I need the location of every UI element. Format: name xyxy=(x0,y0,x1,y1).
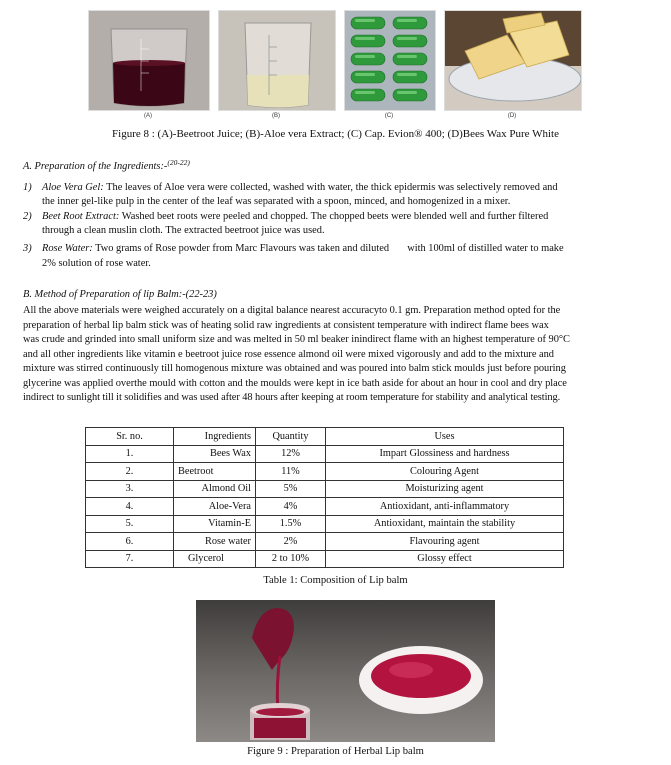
paragraph-line: was crude and grinded into small uniform size and was melted in 50 ml beaker inindirect flame with an highest temperature of 90°C xyxy=(23,334,570,345)
table-cell: 3. xyxy=(86,480,174,498)
table-cell: Flavouring agent xyxy=(326,533,564,551)
aloe-vera-extract-photo xyxy=(218,10,336,111)
table-cell: 1.5% xyxy=(256,515,326,533)
table-cell: 6. xyxy=(86,533,174,551)
paragraph-line: and all other ingredients like vitamin e beetroot juice rose essence almond oil were mixed vigorously and add to the mixture and xyxy=(23,349,554,360)
list-item-number: 2) xyxy=(23,211,32,222)
table-cell: Glycerol xyxy=(174,550,256,568)
figure-8-caption: Figure 8 : (A)-Beetroot Juice; (B)-Aloe vera Extract; (C) Cap. Evion® 400; (D)Bees Wax Pure White xyxy=(112,128,559,140)
table-row xyxy=(86,515,564,533)
table-cell: 7. xyxy=(86,550,174,568)
table-cell: Colouring Agent xyxy=(326,463,564,481)
paragraph-line: glycerine was applied overthe mould with cotton and the moulds were kept in ice bath aside for about an hour in cool and dry place xyxy=(23,378,567,389)
list-item-term: Beet Root Extract: xyxy=(42,211,120,222)
list-item-line: the inner gel-like pulp in the center of the leaf was separated with a spoon, minced, and homogenized in a mixer. xyxy=(42,196,511,207)
figure-8-label-d: (D) xyxy=(507,113,517,119)
table-cell: Moisturizing agent xyxy=(326,480,564,498)
table-cell: Almond Oil xyxy=(174,480,256,498)
table-row xyxy=(86,480,564,498)
list-item-term: Aloe Vera Gel: xyxy=(42,182,104,193)
table-cell: 2% xyxy=(256,533,326,551)
table-cell: Bees Wax xyxy=(174,445,256,463)
table-cell: 2 to 10% xyxy=(256,550,326,568)
figure-8-label-a: (A) xyxy=(144,113,152,119)
list-item-number: 1) xyxy=(23,182,32,193)
table-header-cell: Sr. no. xyxy=(86,428,174,446)
list-item-rose-water: Rose Water: Two grams of Rose powder from Marc Flavours was taken and diluted with 100ml of distilled water to make xyxy=(42,243,564,254)
paragraph-line: All the above materials were weighed accurately on a digital balance nearest accuracyto 0.1 gm. Preparation method opted for the xyxy=(23,305,561,316)
list-item-beet-root: Beet Root Extract: Washed beet roots were peeled and chopped. The chopped beets were blended well and further filtered xyxy=(42,211,549,222)
table-row xyxy=(86,445,564,463)
section-b-heading: B. Method of Preparation of lip Balm:-(22-23) xyxy=(23,289,217,300)
figure-9-caption: Figure 9 : Preparation of Herbal Lip balm xyxy=(247,746,424,757)
list-item-term: Rose Water: xyxy=(42,243,93,254)
table-cell: Antioxidant, maintain the stability xyxy=(326,515,564,533)
bees-wax-photo xyxy=(444,10,582,111)
table-header-cell: Uses xyxy=(326,428,564,446)
table-header-cell: Quantity xyxy=(256,428,326,446)
table-cell: Beetroot xyxy=(174,463,256,481)
table-cell: 4% xyxy=(256,498,326,516)
beetroot-juice-photo xyxy=(88,10,210,111)
table-cell: Rose water xyxy=(174,533,256,551)
list-item-line: through a clean muslin cloth. The extracted beetroot juice was used. xyxy=(42,225,325,236)
table-cell: Vitamin-E xyxy=(174,515,256,533)
table-row xyxy=(86,463,564,481)
paragraph-line: mixture was stirred continuously till homogenous mixture was obtained and was poured into balm stick moulds just before pouring xyxy=(23,363,566,374)
list-item-line: 2% solution of rose water. xyxy=(42,258,151,269)
table-header-row xyxy=(86,428,564,446)
table-row xyxy=(86,550,564,568)
figure-8-label-b: (B) xyxy=(272,113,280,119)
evion-capsules-photo xyxy=(344,10,436,111)
table-header-cell: Ingredients xyxy=(174,428,256,446)
paragraph-line: indirect to sunlight till it solidifies and was used after 48 hours after keeping at room temperature for stability and analytical testing. xyxy=(23,392,561,403)
table-cell: 11% xyxy=(256,463,326,481)
table-row xyxy=(86,533,564,551)
table-cell: 12% xyxy=(256,445,326,463)
table-1-caption: Table 1: Composition of Lip balm xyxy=(263,575,408,586)
table-cell: 1. xyxy=(86,445,174,463)
section-a-heading-ref: (20-22) xyxy=(167,158,190,167)
table-cell: Aloe-Vera xyxy=(174,498,256,516)
table-cell: 4. xyxy=(86,498,174,516)
lip-balm-preparation-photo xyxy=(196,600,495,742)
paragraph-line: preparation of herbal lip balm stick was of heating solid raw ingredients at consistent temperature with indirect flame bees wax xyxy=(23,320,549,331)
table-cell: Antioxidant, anti-inflammatory xyxy=(326,498,564,516)
section-a-heading: A. Preparation of the Ingredients:-$^{(20-22)}$ xyxy=(23,158,190,172)
table-cell: Glossy effect xyxy=(326,550,564,568)
table-cell: Impart Glossiness and hardness xyxy=(326,445,564,463)
composition-table xyxy=(85,427,564,568)
table-cell: 2. xyxy=(86,463,174,481)
table-cell: 5% xyxy=(256,480,326,498)
table-row xyxy=(86,498,564,516)
table-cell: 5. xyxy=(86,515,174,533)
figure-8-label-c: (C) xyxy=(384,113,394,119)
list-item-number: 3) xyxy=(23,243,32,254)
figure-8 xyxy=(88,10,580,118)
list-item-aloe-vera: Aloe Vera Gel: The leaves of Aloe vera were collected, washed with water, the thick epidermis was selectively removed and xyxy=(42,182,558,193)
